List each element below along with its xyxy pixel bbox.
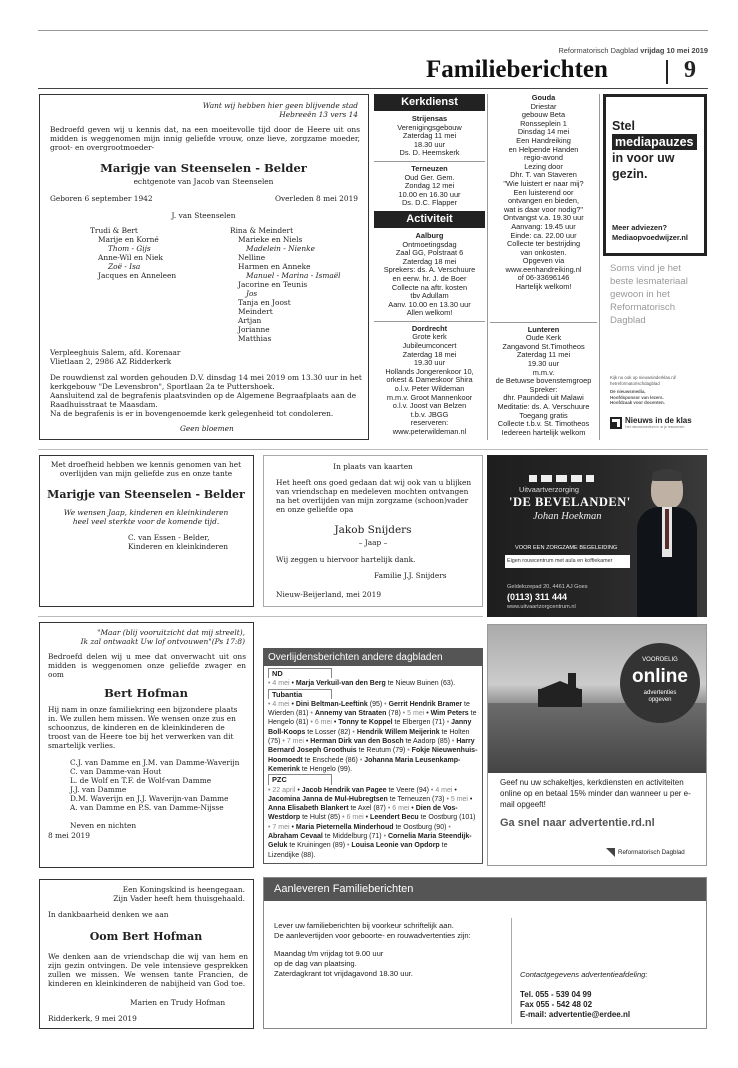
section-title: Familieberichten	[426, 56, 608, 83]
listing-line: m.m.v. Groot Mannenkoor	[386, 392, 473, 402]
entry-place: te Elbergen (71)	[392, 719, 447, 727]
fam-line: Matthias	[238, 334, 272, 343]
lunteren-listing	[490, 326, 597, 438]
listing-line: Ontvangst v.a. 19.30 uur	[503, 213, 584, 223]
listing-line: Ontmoetingsdag	[402, 239, 457, 249]
entry-place: te Reutum (79)	[356, 747, 408, 755]
media-site[interactable]: Mediaopvoedwijzer.nl	[612, 233, 688, 242]
overlijden-entry: • Annemy van Straaten (78)	[310, 710, 403, 718]
entry-place: (95)	[367, 700, 385, 708]
overlijden-entry: • 6 mei • Tonny te Koppel te Elbergen (71)	[310, 719, 447, 727]
listing-line: o.l.v. Joost van Belzen	[392, 401, 467, 411]
listing-place: Strijensas	[411, 114, 448, 123]
overlijden-entry: • 6 mei • Dien de Vos-Westdorp te Hulst (85)	[268, 805, 458, 822]
listing-line: 18.30 uur	[413, 139, 446, 149]
listing-line: Jubileumconcert	[402, 341, 457, 351]
klas-small: Hoofdsponsor van lezers.	[610, 394, 664, 400]
thanks-text: Het heeft ons goed gedaan dat wij ook van u blijken van vriendschap en medeleven mochten ontvangen na het overlijden van mijn zorgzame (schoon)vader en onze geliefde opa	[276, 478, 472, 514]
entry-name: Abraham Cevaal	[268, 833, 323, 841]
thanks-line: Wij zeggen u hiervoor hartelijk dank.	[276, 555, 416, 564]
entry-name: Johanna Maria Leusenkamp-Kemerink	[268, 756, 461, 773]
listing-place: Aalburg	[415, 230, 444, 240]
entry-name: Maria Pieternella Minderhoud	[295, 823, 394, 831]
nieuws-in-de-klas-ad	[610, 262, 706, 437]
listing-line: m.m.v.	[532, 367, 555, 377]
quote-line: "Maar (blij vooruitzicht dat mij streelt),	[97, 628, 245, 637]
nd-label: ND	[268, 668, 332, 678]
bevelanden-top: Uitvaartverzorging	[519, 485, 579, 494]
listing-line: Zaal GG, Polstraat 6	[395, 248, 464, 258]
badge-line: VOORDELIG	[642, 657, 678, 663]
fam-line: Tanja en Joost	[238, 298, 291, 307]
kerkdienst-header: Kerkdienst	[374, 94, 485, 111]
entry-name: Herman Dirk van den Bosch	[310, 738, 404, 746]
signature-line: Kinderen en kleinkinderen	[128, 542, 228, 551]
husband-name: J. van Steenselen	[171, 211, 236, 220]
listing-line: dhr. Paundedi uit Malawi	[503, 393, 584, 403]
entry-name: Marja Verkuil-van den Berg	[295, 680, 386, 688]
email-address[interactable]: E-mail: advertentie@erdee.nl	[520, 1010, 631, 1019]
fam-line: Thom - Gijs	[108, 244, 151, 253]
mediapauze-ad[interactable]	[603, 94, 707, 256]
entry-name: Dien de Vos-Westdorp	[268, 805, 458, 822]
fam-line: Jacques en Anneleen	[98, 271, 177, 280]
entry-place: te Aadorp (85)	[403, 738, 452, 746]
entry-name: Wim Peters	[430, 710, 469, 718]
deceased-name: Oom Bert Hofman	[89, 930, 203, 943]
listing-line: Grote kerk	[412, 332, 447, 342]
entry-name: Cornelia Maria Steendijk-Geluk	[268, 833, 472, 850]
overlijden-entry: • 22 april • Jacob Hendrik van Pagee te Veere (94)	[268, 786, 431, 794]
overlijden-entry: • 6 mei • Leendert Becu te Oostburg (101)	[342, 814, 476, 822]
overlijden-entry: • 4 mei • Jacomina Janna de Mul-Hubregtsen te Terneuzen (73)	[268, 786, 457, 803]
funeral-line: Na de begrafenis is er in bovengenoemde kerk gelegenheid tot condoleren.	[50, 409, 334, 418]
media-line: gezin.	[612, 167, 648, 181]
klas-small: Hoofdzaak voor docenten.	[610, 400, 665, 406]
verse-line: Zijn Vader heeft hem thuisgehaald.	[113, 894, 245, 903]
listing-line: Zaterdag 11 mei	[402, 131, 457, 141]
entry-name: Hendrik Willem Meijerink	[356, 728, 440, 736]
fam-line: Zoë - Isa	[108, 262, 141, 271]
fam-line: Jacorine en Teunis	[238, 280, 308, 289]
listing-line: Dinsdag 14 mei	[517, 127, 570, 137]
entry-place: te Lizendijke (88).	[268, 842, 448, 859]
listing-line: Allen welkom!	[406, 308, 453, 318]
fam-line: Anne-Wil en Niek	[98, 253, 164, 262]
badge-line: opgeven	[648, 697, 672, 703]
entry-name: Gerrit Hendrik Bramer	[388, 700, 463, 708]
deceased-name: Marigje van Steenselen - Belder	[100, 161, 307, 175]
logo-text: Reformatorisch Dagblad	[618, 849, 685, 856]
address-line: Vlietlaan 2, 2986 AZ Ridderkerk	[50, 357, 172, 366]
entry-date: 6 mei	[314, 719, 334, 727]
wish-line: heel veel sterkte voor de komende tijd.	[72, 517, 220, 526]
intro-text: Bedroefd delen wij u mee dat onverwacht uit ons midden is weggenomen onze geliefde zwager en oom	[48, 652, 246, 679]
entry-place: (78)	[386, 710, 403, 718]
memorial-text: We denken aan de vriendschap die wij van hem en zijn gezin ontvingen. De vele intensieve gesprekken zullen we missen. We wensen tante Francien, de kinderen en kleinkinderen de nabijheid van God toe.	[48, 952, 248, 988]
klas-text: Soms vind je het beste lesmateriaal gewoon in het Reformatorisch Dagblad	[610, 263, 688, 326]
family-sign: Familie J.J. Snijders	[374, 571, 447, 580]
fam-line: Trudi & Bert	[90, 226, 138, 235]
listing-line: 19.30 uur	[527, 359, 560, 369]
listing-line: Aanvang: 19.45 uur	[511, 221, 576, 231]
entry-place: te Kruiningen (89)	[287, 842, 347, 850]
listing-line: Oud Ger. Gem.	[404, 172, 455, 182]
overlijden-entry: • Janny Boll-Koops te Losser (82)	[268, 719, 472, 736]
entry-name: Jacob Hendrik van Pagee	[301, 786, 387, 794]
listing-line: Aanv. 10.00 en 13.30 uur	[388, 299, 471, 309]
entry-name: Leendert Becu	[370, 814, 419, 822]
listing-line: Opgeven via	[522, 256, 565, 266]
entry-place: te Holten (75)	[268, 728, 470, 746]
activiteit-header: Activiteit	[374, 211, 485, 228]
media-highlight: mediapauzes	[612, 134, 697, 150]
rd-logo	[606, 848, 685, 857]
entry-date: 6 mei	[392, 805, 412, 813]
fam-line: Harmen en Anneke	[238, 262, 311, 271]
listing-line: Collecte na aftr. kosten	[391, 282, 468, 292]
fam-line: Marieke en Niels	[238, 235, 303, 244]
fam-line: Jos	[246, 289, 258, 298]
dordrecht-listing	[374, 325, 485, 437]
klas-logo: Nieuws in de klas	[625, 416, 692, 425]
funeral-info	[50, 373, 362, 418]
family-list	[70, 758, 250, 830]
aanleveren-line: Maandag t/m vrijdag tot 9.00 uur	[274, 949, 384, 958]
listing-line: orkest & Dameskoor Shira	[386, 375, 473, 385]
entry-place: te Veere (94)	[386, 786, 431, 794]
overlijden-entry: • Louisa Leonie van Opdorp te Lizendijke (88).	[268, 842, 448, 859]
listing-line: wat is daar voor nodig?"	[503, 204, 584, 214]
listing-line: 10.00 en 16.30 uur	[398, 189, 461, 199]
listing-place: Gouda	[531, 93, 556, 102]
aanleveren-line: De aanlevertijden voor geboorte- en rouwadvertenties zijn:	[274, 931, 471, 940]
phone-number[interactable]: Tel. 055 - 539 04 99	[520, 990, 592, 999]
media-line: Stel	[612, 119, 635, 133]
spouse-line: echtgenote van Jacob van Steenselen	[133, 177, 274, 186]
entry-date: 4 mei	[272, 680, 292, 688]
fam-line: D.M. Waverijn en J.J. Waverijn-van Damme	[70, 794, 229, 803]
entry-name: Tonny te Koppel	[338, 719, 393, 727]
intro-text: Bedroefd geven wij u kennis dat, na een moeitevolle tijd door de Heere uit ons midden is weggenomen mijn innig geliefde vrouw, onze lieve, zorgzame moeder, groot- en overgrootmoeder-	[50, 125, 360, 152]
thanks-snijders	[263, 455, 483, 607]
listing-line: Meditatie: ds. A. Verschuure	[497, 402, 590, 411]
death-notice-steenselen	[39, 94, 369, 440]
bevelanden-site[interactable]: www.uitvaartzorgcentrum.nl	[507, 604, 576, 610]
entry-name: Annemy van Straaten	[314, 710, 387, 718]
listing-line: Hollands Jongerenkoor 10,	[385, 366, 474, 376]
listing-line: Ronsseplein 1	[520, 118, 567, 128]
listing-line: en eerw. hr. J. de Boer	[392, 273, 467, 283]
gouda-listing	[490, 94, 597, 292]
issue-date: vrijdag 10 mei 2019	[640, 46, 708, 55]
entry-place: te Losser (82)	[305, 728, 353, 736]
listing-line: Sprekers: ds. A. Verschuure	[383, 265, 476, 275]
entry-place: te Terneuzen (73)	[387, 795, 447, 803]
memorial-text: Hij nam in onze familiekring een bijzondere plaats in. We zullen hem missen. We wensen onze zus en schoonzus, de kinderen en de kleinkinderen de troost van de Heere toe bij het verwerken van dit smartelijk verlies.	[48, 705, 238, 750]
entry-place: te Axel (87)	[348, 805, 388, 813]
listing-line[interactable]: www.eenhandreiking.nl	[505, 264, 582, 274]
overlijden-entry: • Cornelia Maria Steendijk-Geluk te Kruiningen (89)	[268, 833, 472, 850]
listing-line: Een Handreiking	[516, 135, 571, 145]
fam-line: Rina & Meindert	[230, 226, 294, 235]
fam-line: C. van Damme-van Hout	[70, 767, 162, 776]
listing-line: en Helpende Handen	[508, 144, 579, 154]
klas-logo-sub: Het nieuwsmedium in al je lesvormen	[625, 425, 685, 429]
strijensas-listing	[374, 115, 485, 158]
entry-date: 4 mei	[435, 786, 455, 794]
listing-line: t.b.v. JBGG	[410, 409, 449, 419]
no-flowers: Geen bloemen	[180, 424, 234, 433]
listing-line: o.l.v. Peter Wildeman	[394, 384, 465, 394]
overlijden-entry: • 4 mei • Dini Beltman-Leeftink (95)	[268, 700, 385, 708]
notice-date: 8 mei 2019	[48, 831, 90, 840]
entry-place: te Oostburg (101)	[418, 814, 476, 822]
thanks-hofman	[39, 879, 254, 1029]
paper-name: Reformatorisch Dagblad	[558, 46, 639, 55]
fam-line: L. de Wolf en T.F. de Wolf-van Damme	[70, 776, 212, 785]
listing-line: Toegang gratis	[519, 410, 568, 420]
listing-line: Ds. D.C. Flapper	[401, 198, 458, 208]
wish-line: We wensen Jaap, kinderen en kleinkinderen	[63, 508, 229, 517]
entry-name: Harry Bernard Joseph Groothuis	[268, 738, 475, 755]
overlijden-entry: • Harry Bernard Joseph Groothuis te Reutum (79)	[268, 738, 475, 755]
family-left	[90, 226, 220, 280]
listing-line: Zaterdag 18 mei	[402, 349, 457, 359]
overlijden-entry: • Abraham Cevaal te Middelburg (71)	[268, 823, 451, 841]
listing-line: Driestar	[530, 101, 557, 111]
fax-number: Fax 055 - 542 48 02	[520, 1000, 593, 1009]
entry-date: 22 april	[272, 786, 298, 794]
overlijden-entry: • 7 mei • Maria Pieternella Minderhoud te Oostburg (90)	[268, 823, 449, 831]
fam-line: Nelline	[238, 253, 266, 262]
overlijden-title: Overlijdensberichten andere dagbladen	[264, 649, 482, 666]
listing-line: Collecte ter bestrijding	[506, 239, 581, 249]
fam-line: Manuel - Marina - Ismaël	[246, 271, 341, 280]
entry-date: 6 mei	[346, 814, 366, 822]
entry-name: Jacomina Janna de Mul-Hubregtsen	[268, 795, 388, 803]
listing-line: Oude Kerk	[525, 333, 562, 343]
died-date: Overleden 8 mei 2019	[274, 194, 358, 203]
listing-line: regio-avond	[523, 153, 564, 163]
bevelanden-phone[interactable]: (0113) 311 444	[507, 592, 568, 602]
online-advertenties-ad[interactable]	[487, 624, 707, 866]
overlijden-entry: • Hendrik Willem Meijerink te Holten (75)	[268, 728, 470, 746]
listing-line: Zaterdag 11 mei	[516, 350, 571, 360]
entry-place: te Enschede (86)	[302, 756, 360, 764]
aanleveren-box	[263, 877, 707, 1029]
bevelanden-name: 'DE BEVELANDEN'	[509, 495, 631, 509]
pzc-label: PZC	[268, 774, 332, 784]
funeral-line: De rouwdienst zal worden gehouden D.V. dinsdag 14 mei 2019 om 13.30 uur in het kerkgebouw "De Levensbron", Sportlaan 2a te Puttershoek.	[50, 373, 362, 391]
funeral-line: Aansluitend zal de begrafenis plaatsvinden op de Algemene Begraafplaats aan de Raadhuisstraat te Maasdam.	[50, 391, 357, 409]
intro-text: Met droefheid hebben we kennis genomen van het overlijden van mijn geliefde zus en onze tante	[50, 460, 242, 478]
entry-name: Fokje Nieuwenhuis-Hoomoedt	[268, 747, 478, 764]
overlijden-entry: • Fokje Nieuwenhuis-Hoomoedt te Enschede (86)	[268, 747, 478, 764]
listing-line: de Betuwse bovenstemgroep	[495, 376, 592, 386]
entry-date: 5 mei	[407, 710, 427, 718]
entry-place: te Nieuw Buinen (63).	[385, 680, 456, 688]
entry-name: Louisa Leonie van Opdorp	[351, 842, 440, 850]
listing-line: "Wie luistert er naar mij?	[503, 178, 584, 188]
intro-text: In dankbaarheid denken we aan	[48, 910, 169, 919]
fam-line: J.J. van Damme	[70, 785, 127, 794]
listing-line: Een luisterend oor	[513, 187, 574, 197]
bevelanden-ad[interactable]	[487, 455, 707, 617]
listing-line: Dhr. T. van Staveren	[510, 170, 577, 180]
signature-line: Marien en Trudy Hofman	[130, 998, 226, 1007]
entry-place: te Oostburg (90)	[393, 823, 449, 831]
condolence-steenselen	[39, 455, 254, 607]
listing-line: Zangavond St.Timotheos	[502, 341, 585, 351]
verse-line: Een Koningskind is heengegaan.	[122, 885, 245, 894]
kerkdienst-column	[374, 94, 485, 437]
listing-line[interactable]: www.peterwildeman.nl	[392, 427, 467, 436]
overlijden-entry: • 5 mei • Wim Peters te Hengelo (81)	[268, 710, 477, 727]
klas-small: De nieuwsmedia.	[610, 389, 646, 395]
listing-line: 19.30 uur	[413, 358, 446, 368]
entry-place: te Wierden (81)	[268, 700, 470, 718]
entry-place: te Hulst (85)	[300, 814, 343, 822]
listing-line: Ds. D. Heemskerk	[399, 148, 460, 158]
badge-online: online	[632, 666, 688, 687]
badge-line: advertenties	[643, 690, 677, 696]
media-line: in voor uw	[612, 151, 675, 165]
contact-heading: Contactgegevens advertentieafdeling:	[520, 970, 648, 979]
listing-line: van onkosten.	[520, 247, 567, 257]
entry-place: te Hengelo (81)	[268, 710, 477, 727]
entry-date: 5 mei	[450, 795, 470, 803]
fam-line: Marije en Korné	[98, 235, 159, 244]
entry-date: 4 mei	[272, 700, 292, 708]
listing-line: gebouw Beta	[521, 110, 566, 120]
masthead	[558, 46, 708, 55]
listing-line: ontvangen en bieden,	[507, 196, 580, 206]
listing-line: Hartelijk welkom!	[515, 282, 572, 292]
listing-line: Einde: ca. 22.00 uur	[510, 230, 577, 240]
place-date: Ridderkerk, 9 mei 2019	[48, 1014, 137, 1023]
listing-place: Dordrecht	[411, 323, 448, 333]
aanleveren-title: Aanleveren Familieberichten	[264, 878, 706, 901]
online-cta[interactable]: Ga snel naar advertentie.rd.nl	[500, 817, 655, 829]
bevelanden-person: Johan Hoekman	[533, 511, 602, 522]
listing-line: reserveren:	[410, 418, 449, 428]
fam-line: Madelein - Nienke	[246, 244, 315, 253]
person-photo	[637, 469, 697, 617]
aanleveren-line: Lever uw familieberichten bij voorkeur schriftelijk aan.	[274, 921, 454, 930]
overlijden-entry: • 7 mei • Herman Dirk van den Bosch te Aadorp (85)	[282, 738, 452, 746]
bevelanden-address: Geldelozepad 20, 4461 AJ Goes	[507, 584, 588, 590]
terneuzen-listing	[374, 165, 485, 208]
overlijdensberichten-box	[263, 648, 483, 864]
media-question: Meer adviezen?	[612, 223, 668, 232]
bevelanden-sub: Eigen rouwcentrum met aula en koffiekamer	[507, 558, 613, 564]
listing-line: Verenigingsgebouw	[397, 122, 462, 132]
fam-line: Jorianne	[238, 325, 270, 334]
family-right	[230, 226, 365, 343]
fam-line: A. van Damme en P.S. van Damme-Nijsse	[70, 803, 224, 812]
kerkdienst-column-2	[490, 94, 597, 437]
bevelanden-tag: VOOR EEN ZORGZAME BEGELEIDING	[515, 545, 618, 551]
overlijden-entry: • 5 mei • Anna Elisabeth Blankert te Axel (87)	[268, 795, 473, 813]
aanleveren-line: op de dag van plaatsing.	[274, 959, 357, 968]
listing-line: of 06-33696146	[517, 273, 570, 283]
ad-title: In plaats van kaarten	[333, 462, 413, 471]
entry-date: 7 mei	[272, 823, 292, 831]
online-text: Geef nu uw schakeltjes, kerkdiensten en activiteiten online op en betaal 15% minder dan wanneer u per e-mail opgeeft!	[500, 778, 691, 809]
listing-line: Zaterdag 18 mei	[402, 256, 457, 266]
nickname: – Jaap –	[358, 538, 388, 547]
signature-line: C. van Essen - Belder,	[128, 533, 210, 542]
fam-line: Artjan	[238, 316, 262, 325]
listing-place: Terneuzen	[411, 163, 448, 173]
deceased-name: Marigje van Steenselen - Belder	[47, 488, 245, 501]
page-number: 9	[684, 57, 696, 83]
overlijden-list	[264, 666, 482, 862]
motto-text: Want wij hebben hier geen blijvende stad	[202, 101, 358, 110]
overlijden-entry: • Johanna Maria Leusenkamp-Kemerink te Hengelo (99).	[268, 756, 461, 773]
listing-line: tbv Adullam	[410, 291, 449, 301]
listing-line: Iedereen hartelijk welkom	[501, 427, 586, 437]
tubantia-label: Tubantia	[268, 689, 332, 699]
motto-ref: Hebreeën 13 vers 14	[279, 110, 358, 119]
listing-line: Collecte t.b.v. St. Timotheos	[497, 419, 590, 429]
entry-name: Dini Beltman-Leeftink	[295, 700, 368, 708]
born-date: Geboren 6 september 1942	[50, 194, 153, 203]
entry-place: te Hengelo (99).	[299, 765, 353, 773]
aanleveren-line: Zaterdagkrant tot vrijdagavond 18.30 uur.	[274, 969, 413, 978]
fam-line: Meindert	[238, 307, 273, 316]
fam-line: C.J. van Damme en J.M. van Damme-Waverijn	[70, 758, 240, 767]
overlijden-entry: • Gerrit Hendrik Bramer te Wierden (81)	[268, 700, 470, 718]
aalburg-listing	[374, 232, 485, 318]
klas-small: Kijk nu ook op nieuwsinderklas.nl/ hetreformatorischdagblad	[610, 375, 676, 386]
fam-line: Neven en nichten	[70, 821, 137, 830]
klas-logo-icon	[610, 417, 622, 429]
entry-name: Anna Elisabeth Blankert	[268, 805, 349, 813]
listing-place: Lunteren	[527, 324, 560, 334]
entry-name: Janny Boll-Koops	[268, 719, 472, 736]
death-notice-hofman	[39, 622, 254, 868]
deceased-name: Jakob Snijders	[334, 524, 412, 536]
listing-line: Spreker:	[529, 384, 558, 394]
entry-date: 7 mei	[286, 738, 306, 746]
entry-place: te Middelburg (71)	[322, 833, 384, 841]
listing-line: Lezing door	[524, 161, 563, 171]
deceased-name: Bert Hofman	[104, 686, 188, 700]
quote-line: Ik zal ontwaakt Uw lof ontvouwen"(Ps 17:8)	[80, 637, 245, 646]
overlijden-entry: • 4 mei • Marja Verkuil-van den Berg te Nieuw Buinen (63).	[268, 680, 456, 688]
address-line: Verpleeghuis Salem, afd. Korenaar	[50, 348, 181, 357]
place-date: Nieuw-Beijerland, mei 2019	[276, 590, 382, 599]
listing-line: Zondag 12 mei	[404, 181, 455, 191]
